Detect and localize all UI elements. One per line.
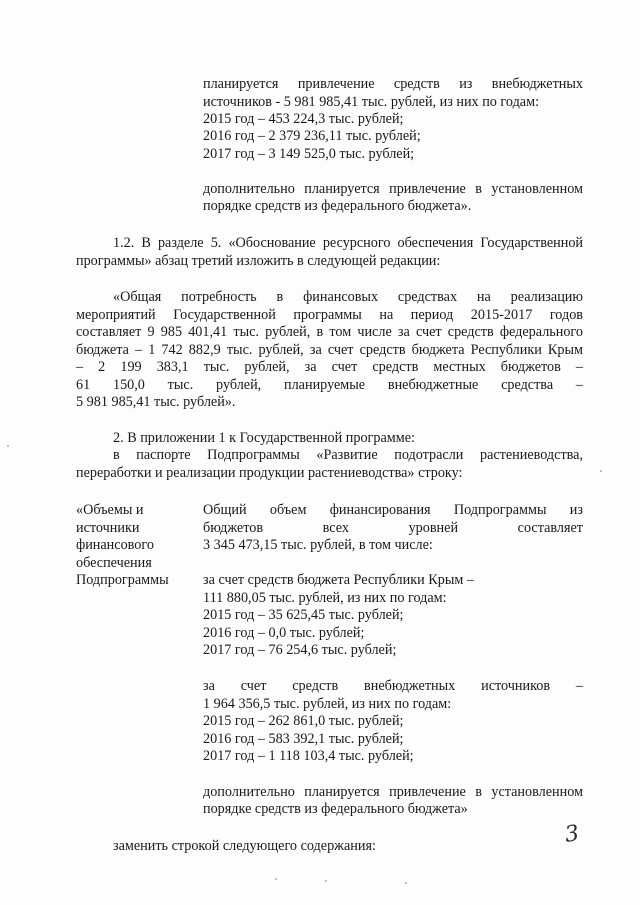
text-line: программы» абзац третий изложить в следующей редакции: [76, 253, 441, 269]
text-line: в паспорте Подпрограммы «Развитие подотрасли растениеводства, [113, 447, 583, 463]
text-line: планируется привлечение средств из внебюджетных [203, 76, 583, 92]
quote-line: «Общая потребность в финансовых средствах на реализацию [113, 289, 583, 305]
page-number: 3 [563, 821, 581, 848]
year-line: 2015 год – 453 224,3 тыс. рублей; [203, 111, 404, 127]
table-text: дополнительно планируется привлечение в установленном [203, 784, 583, 800]
table-text: за счет средств внебюджетных источников – [203, 678, 583, 694]
text-line: переработки и реализации продукции растениеводства» строку: [76, 465, 463, 481]
table-text: 3 345 473,15 тыс. рублей, в том числе: [203, 537, 433, 553]
text-line: дополнительно планируется привлечение в установленном [203, 181, 583, 197]
quote-line: мероприятий Государственной программы на период 2015-2017 годов [76, 307, 583, 323]
year-line: 2016 год – 583 392,1 тыс. рублей; [203, 731, 404, 747]
year-line: 2016 год – 2 379 236,11 тыс. рублей; [203, 128, 421, 144]
quote-line: 61 150,0 тыс. рублей, планируемые внебюджетные средства – [76, 377, 583, 393]
year-line: 2015 год – 35 625,45 тыс. рублей; [203, 607, 404, 623]
scan-speck [275, 878, 277, 880]
section-heading: 1.2. В разделе 5. «Обоснование ресурсного обеспечения Государственной [113, 235, 583, 251]
table-text: за счет средств бюджета Республики Крым – [203, 572, 474, 588]
table-label: обеспечения [76, 555, 152, 571]
quote-line: составляет 9 985 401,41 тыс. рублей, в том числе за счет средств федерального [76, 324, 583, 340]
table-label: Подпрограммы [76, 572, 169, 588]
quote-line: – 2 199 383,1 тыс. рублей, за счет средств местных бюджетов – [76, 359, 583, 375]
quote-line: 5 981 985,41 тыс. рублей». [76, 394, 236, 410]
table-text: порядке средств из федерального бюджета» [203, 801, 468, 817]
text-line: источников - 5 981 985,41 тыс. рублей, из них по годам: [203, 94, 540, 110]
table-text: бюджетов всех уровней составляет [203, 520, 583, 536]
table-text: 111 880,05 тыс. рублей, из них по годам: [203, 590, 447, 606]
table-label: финансового [76, 537, 154, 553]
text-line: заменить строкой следующего содержания: [113, 838, 376, 854]
quote-line: бюджета – 1 742 882,9 тыс. рублей, за счет средств бюджета Республики Крым [76, 342, 583, 358]
year-line: 2017 год – 3 149 525,0 тыс. рублей; [203, 146, 415, 162]
scan-speck [405, 882, 407, 884]
year-line: 2016 год – 0,0 тыс. рублей; [203, 625, 365, 641]
scan-speck [600, 470, 602, 472]
table-text: 1 964 356,5 тыс. рублей, из них по годам: [203, 696, 452, 712]
year-line: 2017 год – 76 254,6 тыс. рублей; [203, 642, 397, 658]
scan-speck [325, 880, 327, 882]
table-label: «Объемы и [76, 502, 144, 518]
year-line: 2015 год – 262 861,0 тыс. рублей; [203, 713, 404, 729]
year-line: 2017 год – 1 118 103,4 тыс. рублей; [203, 748, 414, 764]
table-label: источники [76, 520, 140, 536]
section-heading: 2. В приложении 1 к Государственной программе: [113, 430, 415, 446]
scan-speck [7, 445, 9, 447]
table-text: Общий объем финансирования Подпрограммы из [203, 502, 583, 518]
text-line: порядке средств из федерального бюджета». [203, 198, 472, 214]
